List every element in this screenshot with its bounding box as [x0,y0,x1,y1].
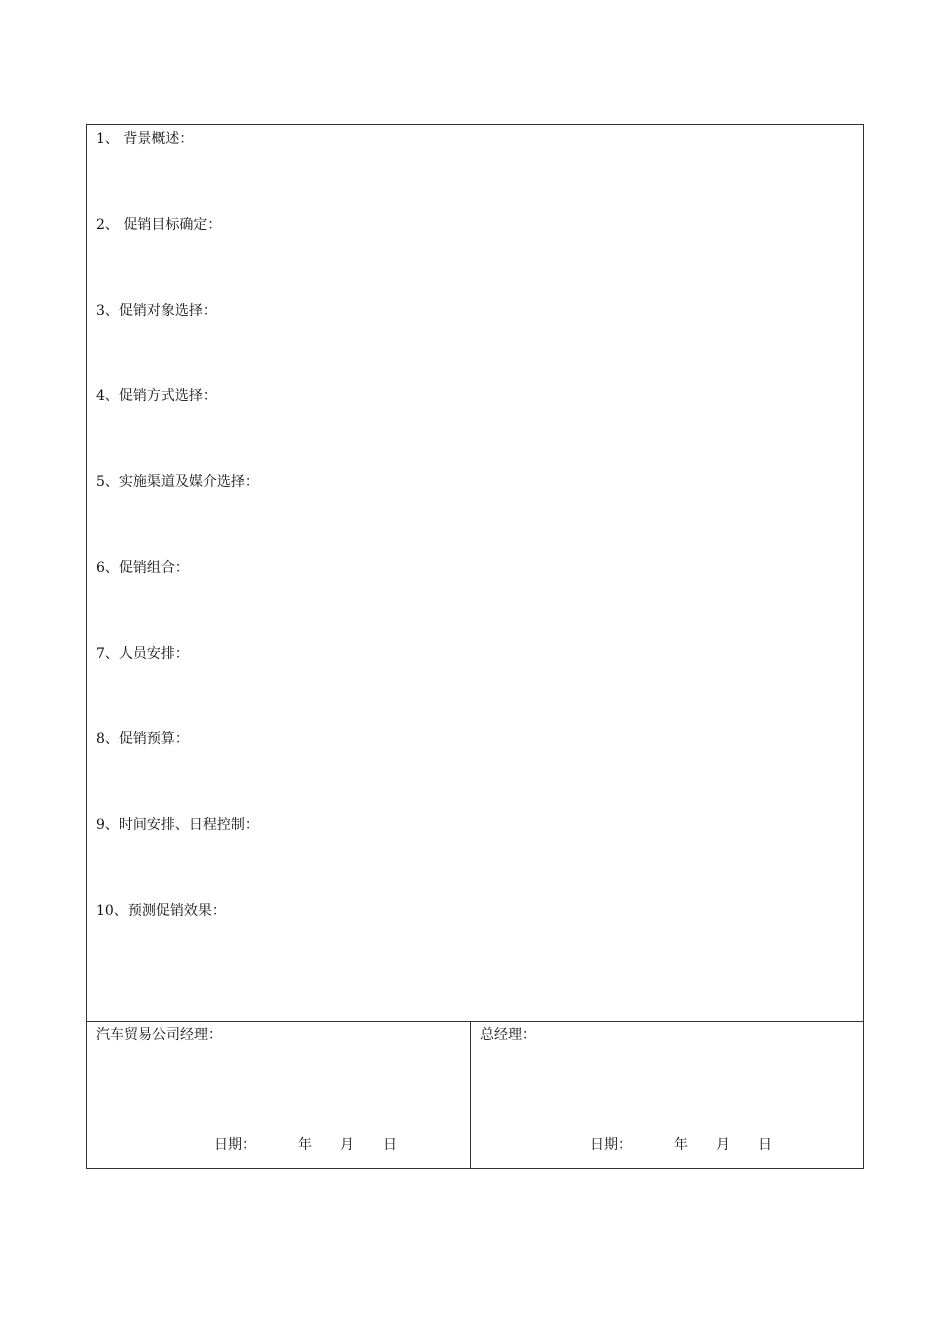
signature-cell-company-manager[interactable] [87,1022,471,1168]
item-promotion-method: 4、促销方式选择： [96,388,217,404]
item-promotion-mix: 6、促销组合： [96,560,189,576]
date-month: 月 [340,1137,354,1153]
date-label: 日期： [590,1137,632,1153]
signature-row [87,1021,863,1168]
date-day: 日 [758,1137,772,1153]
item-staffing: 7、人员安排： [96,646,189,662]
item-schedule: 9、时间安排、日程控制： [96,817,259,833]
general-manager-label: 总经理： [480,1027,536,1043]
date-month: 月 [716,1137,730,1153]
plan-items-section [87,125,863,1021]
item-expected-effect: 10、预测促销效果： [96,903,226,919]
item-promotion-target: 3、促销对象选择： [96,303,217,319]
item-channel-media: 5、实施渠道及媒介选择： [96,474,259,490]
date-label: 日期： [214,1137,256,1153]
promotion-plan-form [86,124,864,1169]
date-year: 年 [674,1137,688,1153]
date-year: 年 [298,1137,312,1153]
item-budget: 8、促销预算： [96,731,189,747]
signature-cell-general-manager[interactable] [471,1022,863,1168]
company-manager-label: 汽车贸易公司经理： [96,1027,222,1043]
item-promotion-goal: 2、 促销目标确定： [96,217,222,233]
item-background-overview: 1、 背景概述： [96,131,194,147]
date-day: 日 [383,1137,397,1153]
